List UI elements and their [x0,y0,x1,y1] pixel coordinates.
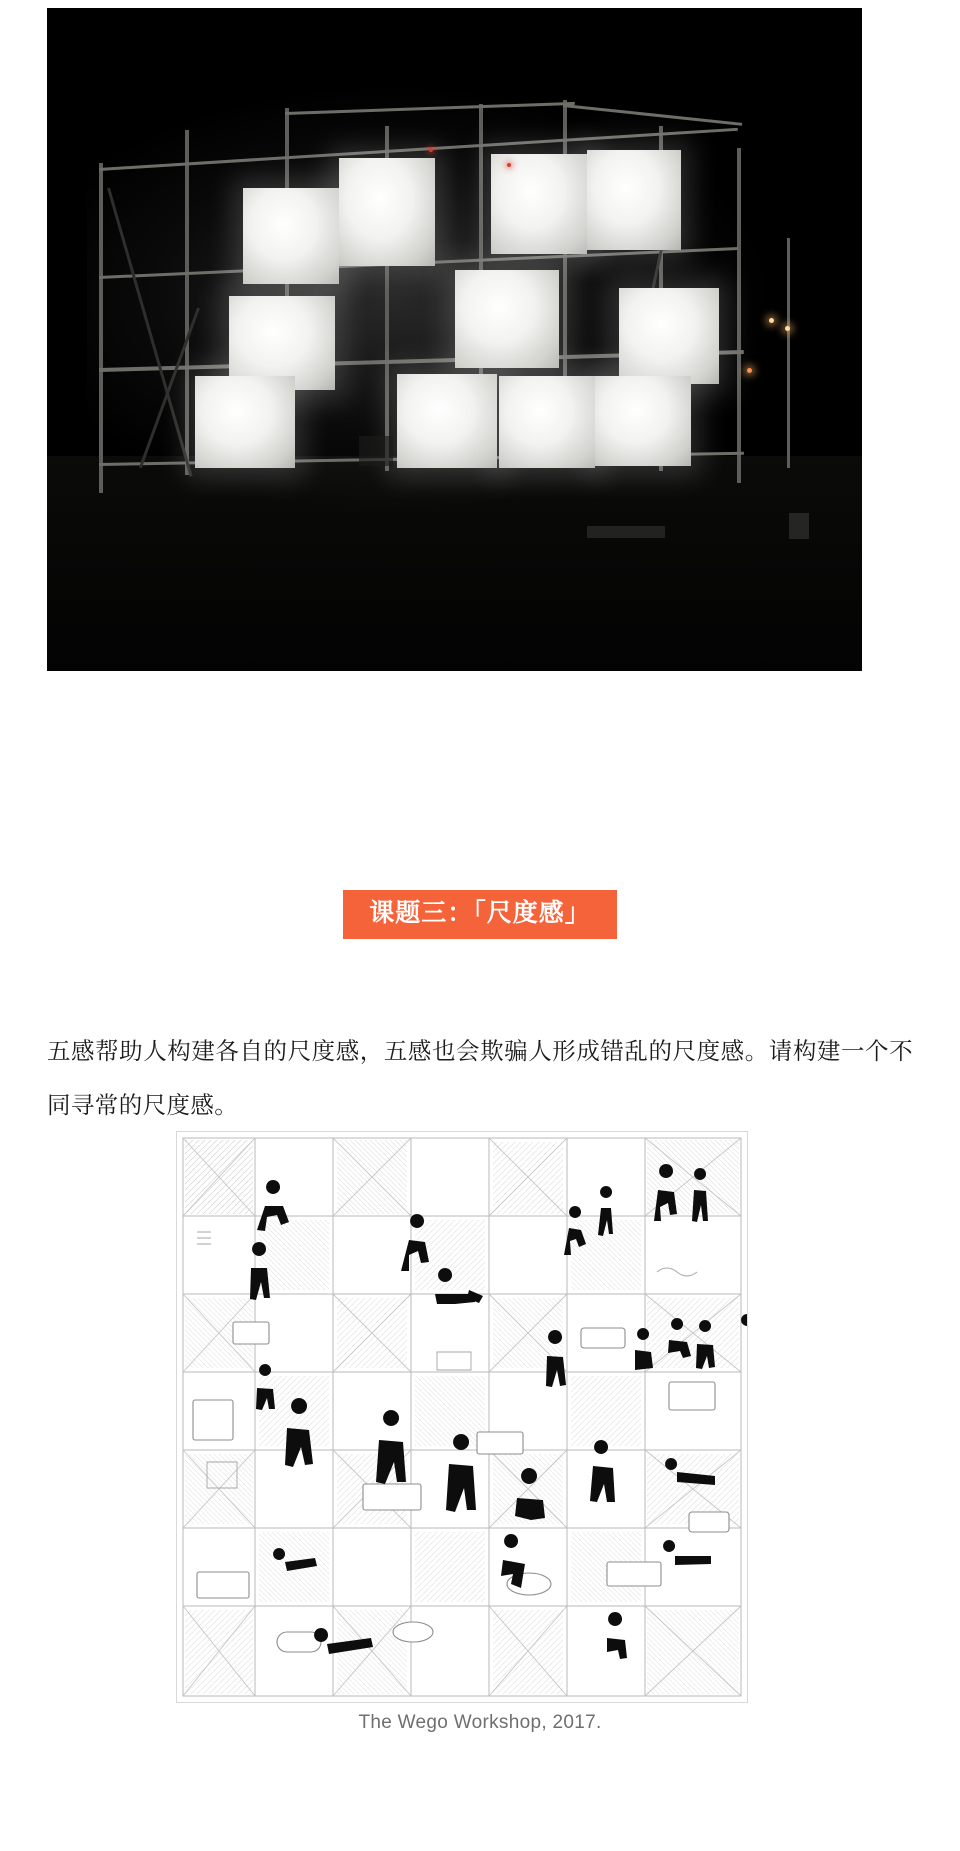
heading-banner-label: 课题三：「尺度感」 [343,890,617,939]
figure-caption: The Wego Workshop, 2017. [358,1712,602,1733]
figure-illustration [176,1131,748,1703]
wego-diagram-svg [177,1132,747,1702]
section-heading [0,890,960,939]
body-paragraph: 五感帮助人构建各自的尺度感，五感也会欺骗人形成错乱的尺度感。请构建一个不同寻常的尺度感。 [47,1037,913,1118]
hero-photograph [47,8,862,671]
scaffold-structure [47,8,862,671]
